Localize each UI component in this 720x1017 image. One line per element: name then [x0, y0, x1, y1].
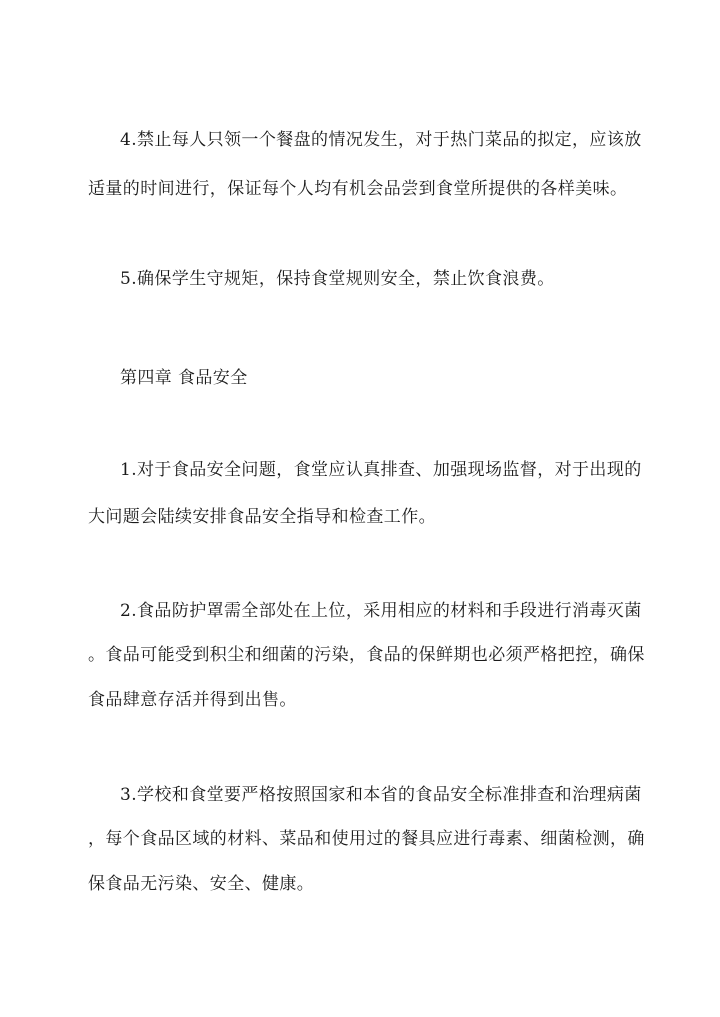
text-line: 。食品可能受到积尘和细菌的污染，食品的保鲜期也必须严格把控，确保 — [88, 645, 645, 665]
text-line: 适量的时间进行，保证每个人均有机会品尝到食堂所提供的各样美味。 — [88, 179, 628, 199]
text-line: 4.禁止每人只领一个餐盘的情况发生，对于热门菜品的拟定，应该放 — [120, 130, 642, 150]
text-line: 食品肆意存活并得到出售。 — [88, 690, 297, 710]
text-line: 5.确保学生守规矩，保持食堂规则安全，禁止饮食浪费。 — [120, 269, 555, 289]
text-line: 1.对于食品安全问题，食堂应认真排查、加强现场监督，对于出现的 — [120, 460, 642, 480]
text-line: ，每个食品区域的材料、菜品和使用过的餐具应进行毒素、细菌检测，确 — [88, 829, 645, 849]
text-line: 大问题会陆续安排食品安全指导和检查工作。 — [88, 507, 436, 527]
chapter-title: 第四章 食品安全 — [120, 368, 248, 388]
text-line: 2.食品防护罩需全部处在上位，采用相应的材料和手段进行消毒灭菌 — [120, 601, 642, 621]
text-line: 保食品无污染、安全、健康。 — [88, 874, 315, 894]
text-line: 3.学校和食堂要严格按照国家和本省的食品安全标准排查和治理病菌 — [120, 785, 642, 805]
